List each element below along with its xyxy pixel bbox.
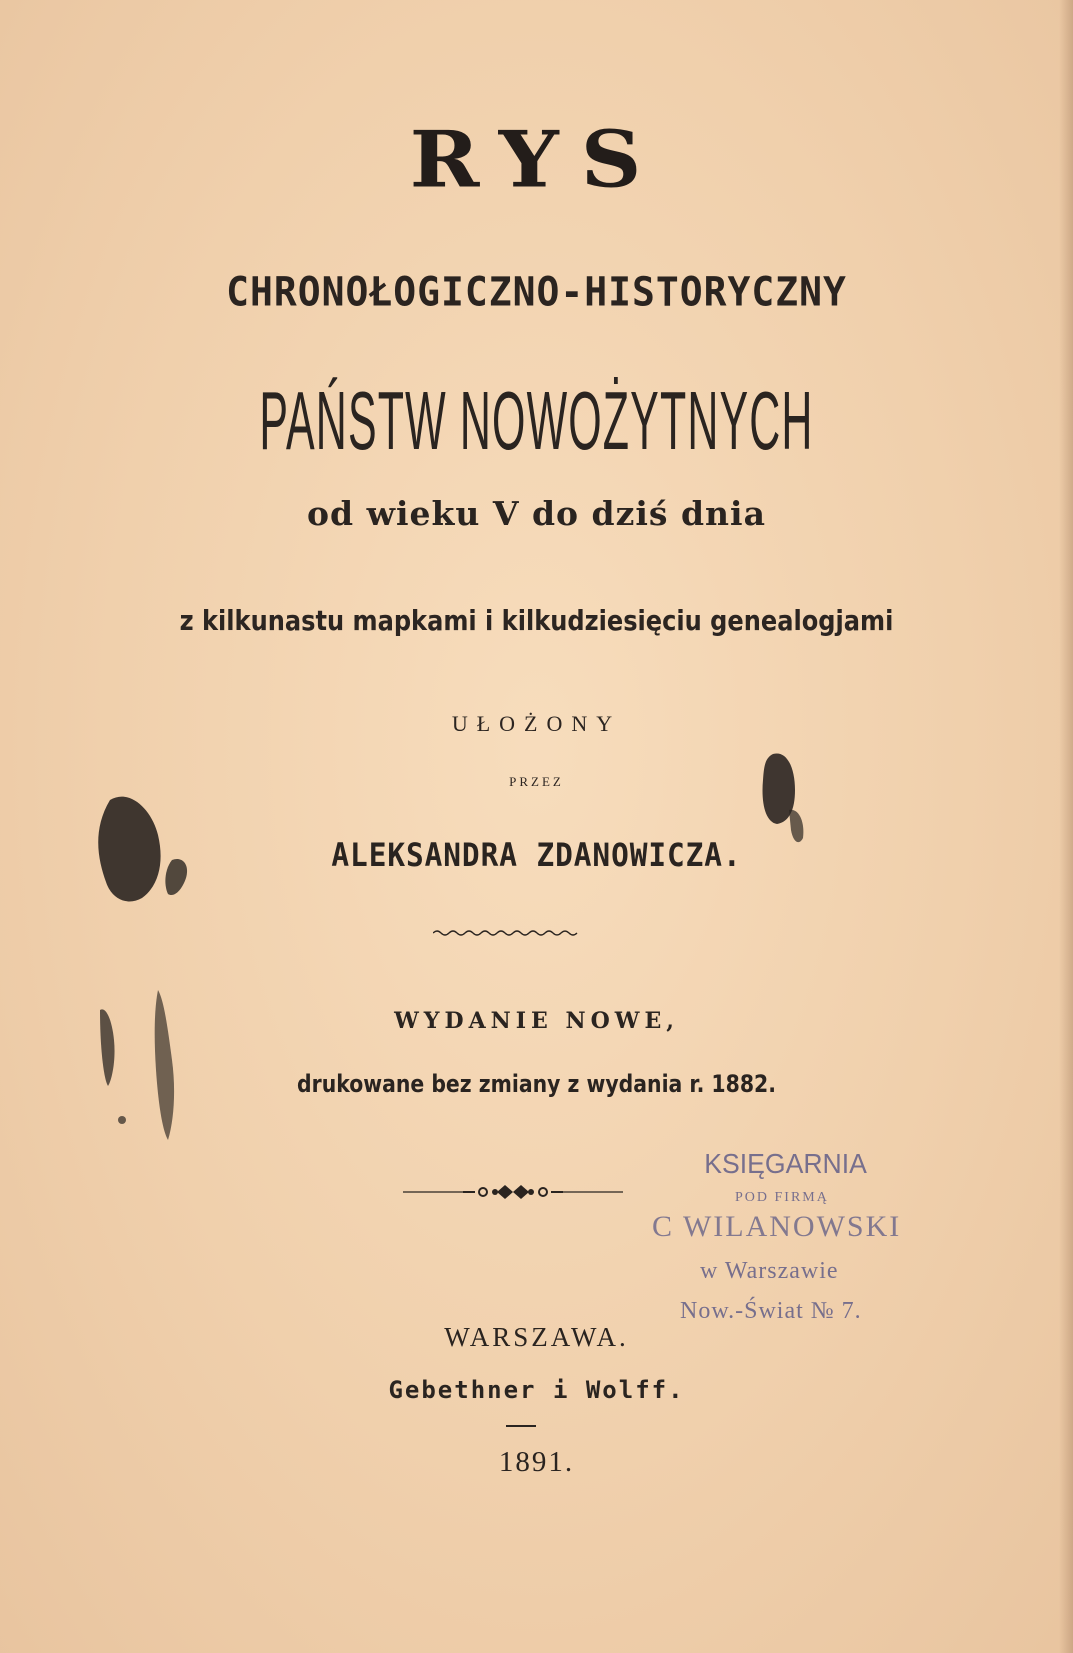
edition-note: drukowane bez zmiany z wydania r. 1882.: [297, 1070, 776, 1098]
subtitle-line-1: CHRONOŁOGICZNO-HISTORYCZNY: [226, 268, 847, 316]
book-title: RYS: [409, 113, 664, 206]
subtitle-line-3: od wieku V do dziś dnia: [307, 494, 766, 533]
publisher-name: Gebethner i Wolff.: [388, 1376, 685, 1404]
short-rule: [506, 1425, 536, 1427]
edition-label: WYDANIE NOWE,: [394, 1008, 679, 1034]
ornament-divider: [403, 1182, 623, 1202]
by-label: PRZEZ: [509, 774, 564, 789]
subtitle-line-4: z kilkunastu mapkami i kilkudziesięciu genealogjami: [179, 604, 894, 637]
bookseller-stamp: [640, 1148, 940, 1338]
author-name: ALEKSANDRA ZDANOWICZA.: [331, 836, 742, 874]
ink-blot-left: [90, 790, 210, 910]
stamp-line-2: POD FIRMĄ: [735, 1190, 829, 1205]
publication-year: 1891.: [498, 1446, 575, 1478]
stamp-line-1: KSIĘGARNIA: [704, 1148, 867, 1179]
stamp-line-5: Now.-Świat № 7.: [680, 1298, 862, 1324]
page-edge-shadow: [1059, 0, 1073, 1653]
subtitle-line-2: PAŃSTW NOWOŻYTNYCH: [259, 374, 814, 467]
ink-smear-left: [92, 990, 202, 1150]
stamp-line-4: w Warszawie: [700, 1258, 839, 1284]
ink-blot-right: [755, 750, 815, 860]
publication-city: WARSZAWA.: [444, 1322, 629, 1352]
wavy-divider: [433, 928, 578, 938]
compiled-label: UŁOŻONY: [451, 711, 622, 736]
stamp-line-3: C WILANOWSKI: [652, 1210, 902, 1243]
